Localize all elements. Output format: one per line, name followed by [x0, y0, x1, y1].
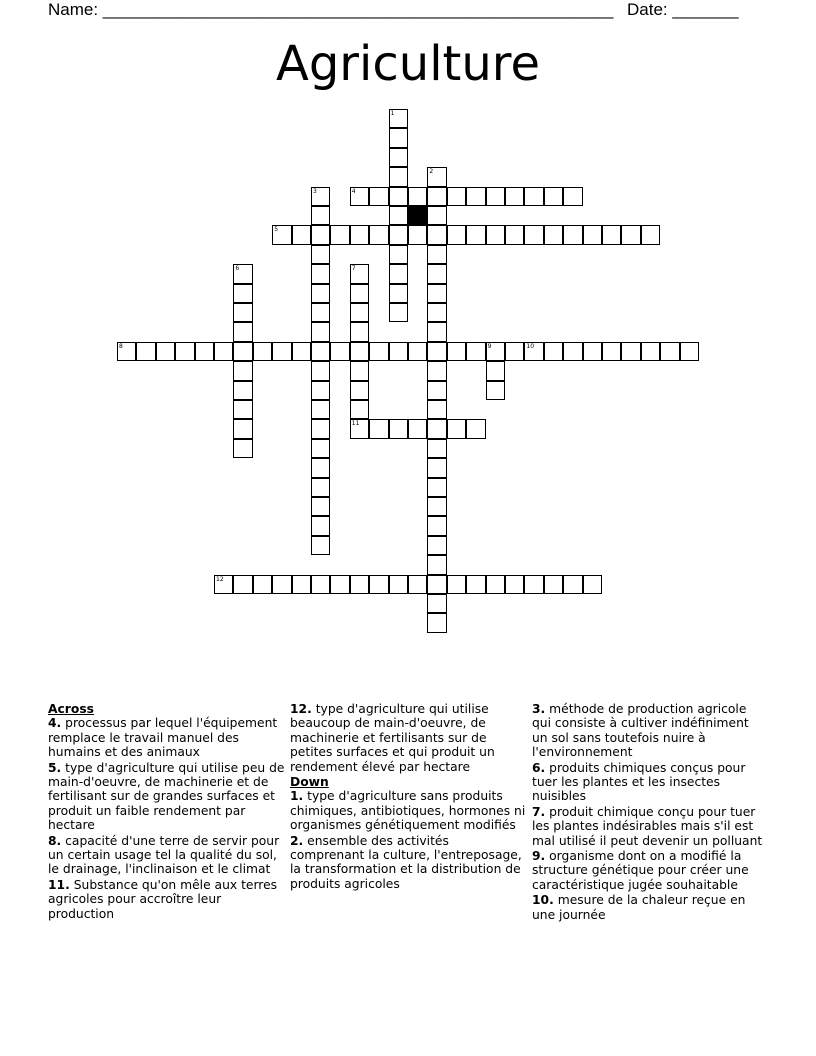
- name-line[interactable]: Name: ______________________________________________________: [48, 0, 614, 19]
- across-clue-8: [48, 834, 286, 877]
- grid-cell[interactable]: [330, 225, 349, 244]
- grid-cell[interactable]: [466, 575, 485, 594]
- grid-cell[interactable]: [292, 575, 311, 594]
- grid-cell[interactable]: [389, 148, 408, 167]
- clue-number-label: 11: [351, 420, 360, 428]
- down-heading: Down: [290, 775, 329, 790]
- grid-cell[interactable]: [427, 381, 446, 400]
- grid-cell[interactable]: [272, 225, 291, 244]
- down-clue-10: [532, 893, 768, 922]
- down-clue-6: [532, 761, 768, 804]
- grid-cell[interactable]: [156, 342, 175, 361]
- grid-cell[interactable]: [408, 225, 427, 244]
- clue-number-label: 5: [274, 226, 279, 234]
- grid-cell[interactable]: [583, 342, 602, 361]
- grid-cell[interactable]: [427, 342, 446, 361]
- grid-cell[interactable]: [544, 225, 563, 244]
- grid-cell[interactable]: [292, 225, 311, 244]
- grid-cell[interactable]: [272, 575, 291, 594]
- grid-cell[interactable]: [350, 225, 369, 244]
- clue-column-2: [290, 702, 526, 892]
- clue-column-3: [532, 702, 768, 923]
- grid-cell[interactable]: [486, 187, 505, 206]
- grid-cell[interactable]: [272, 342, 291, 361]
- grid-cell[interactable]: [524, 342, 543, 361]
- clue-number-label: 6: [235, 265, 240, 273]
- grid-cell[interactable]: [427, 206, 446, 225]
- grid-cell[interactable]: [311, 439, 330, 458]
- down-clue-1: [290, 789, 526, 832]
- grid-cell[interactable]: [311, 516, 330, 535]
- clue-text: méthode de production agricole qui consiste à cultiver indéfiniment un sol sans toutefois nuire à l'environnement: [532, 702, 749, 760]
- grid-cell[interactable]: [311, 303, 330, 322]
- grid-cell[interactable]: [389, 303, 408, 322]
- clue-number: 7.: [532, 804, 546, 819]
- grid-cell[interactable]: [466, 419, 485, 438]
- grid-cell[interactable]: [427, 167, 446, 186]
- down-clue-2: [290, 834, 526, 892]
- clue-number-label: 12: [216, 575, 224, 583]
- grid-cell[interactable]: [233, 361, 252, 380]
- grid-cell[interactable]: [330, 342, 349, 361]
- grid-cell[interactable]: [389, 206, 408, 225]
- grid-cell[interactable]: [389, 128, 408, 147]
- clue-number-label: 7: [351, 265, 356, 273]
- down-clue-3: [532, 702, 768, 760]
- grid-cell[interactable]: [660, 342, 679, 361]
- clue-number-label: 3: [313, 187, 317, 195]
- grid-cell[interactable]: [486, 575, 505, 594]
- grid-cell[interactable]: [389, 575, 408, 594]
- grid-cell[interactable]: [505, 225, 524, 244]
- clue-number: 12.: [290, 702, 312, 716]
- clue-text: Substance qu'on mêle aux terres agricoles pour accroître leur production: [48, 877, 278, 921]
- grid-cell[interactable]: [427, 225, 446, 244]
- clue-number: 2.: [290, 833, 304, 848]
- grid-cell[interactable]: [233, 322, 252, 341]
- grid-cell[interactable]: [311, 322, 330, 341]
- grid-cell[interactable]: [563, 187, 582, 206]
- grid-cell[interactable]: [253, 575, 272, 594]
- grid-cell[interactable]: [447, 342, 466, 361]
- grid-cell[interactable]: [427, 555, 446, 574]
- grid-cell[interactable]: [311, 419, 330, 438]
- clue-number-label: 9: [487, 342, 492, 350]
- grid-cell[interactable]: [233, 575, 252, 594]
- down-clue-9: [532, 849, 768, 892]
- grid-cell[interactable]: [350, 400, 369, 419]
- grid-cell[interactable]: [408, 575, 427, 594]
- clue-text: produit chimique conçu pour tuer les plantes indésirables mais s'il est mal utilisé il peut devenir un polluant: [532, 804, 763, 848]
- grid-cell[interactable]: [447, 187, 466, 206]
- grid-cell[interactable]: [466, 225, 485, 244]
- grid-cell[interactable]: [389, 245, 408, 264]
- across-heading: Across: [48, 702, 94, 716]
- grid-cell[interactable]: [641, 342, 660, 361]
- grid-cell[interactable]: [350, 284, 369, 303]
- grid-cell[interactable]: [486, 381, 505, 400]
- grid-cell[interactable]: [427, 478, 446, 497]
- grid-cell[interactable]: [311, 478, 330, 497]
- grid-cell[interactable]: [311, 245, 330, 264]
- across-clue-5: [48, 761, 286, 833]
- grid-cell[interactable]: [544, 187, 563, 206]
- grid-cell[interactable]: [350, 342, 369, 361]
- grid-cell[interactable]: [602, 225, 621, 244]
- across-clue-11: [48, 878, 286, 921]
- clue-number-label: 10: [526, 342, 535, 350]
- grid-cell[interactable]: [311, 497, 330, 516]
- grid-cell[interactable]: [389, 419, 408, 438]
- grid-cell[interactable]: [389, 342, 408, 361]
- grid-cell[interactable]: [524, 225, 543, 244]
- grid-cell[interactable]: [214, 575, 233, 594]
- grid-cell[interactable]: [369, 342, 388, 361]
- grid-cell[interactable]: [427, 284, 446, 303]
- grid-cell[interactable]: [311, 342, 330, 361]
- clue-text: mesure de la chaleur reçue en une journée: [532, 893, 746, 922]
- grid-cell[interactable]: [641, 225, 660, 244]
- grid-cell[interactable]: [233, 419, 252, 438]
- grid-cell[interactable]: [427, 613, 446, 632]
- clue-number: 11.: [48, 877, 70, 892]
- grid-cell[interactable]: [389, 109, 408, 128]
- grid-cell[interactable]: [389, 284, 408, 303]
- grid-cell[interactable]: [253, 342, 272, 361]
- grid-cell[interactable]: [350, 187, 369, 206]
- grid-cell[interactable]: [486, 342, 505, 361]
- grid-cell[interactable]: [311, 575, 330, 594]
- grid-cell[interactable]: [621, 342, 640, 361]
- grid-cell[interactable]: [408, 342, 427, 361]
- grid-cell[interactable]: [427, 439, 446, 458]
- grid-cell[interactable]: [427, 594, 446, 613]
- grid-cell[interactable]: [427, 245, 446, 264]
- grid-cell[interactable]: [447, 575, 466, 594]
- clue-number-label: 2: [429, 168, 434, 176]
- grid-cell[interactable]: [214, 342, 233, 361]
- grid-cell[interactable]: [524, 575, 543, 594]
- grid-cell[interactable]: [369, 225, 388, 244]
- clue-number: 5.: [48, 760, 62, 775]
- grid-cell[interactable]: [311, 400, 330, 419]
- grid-cell[interactable]: [505, 187, 524, 206]
- grid-cell[interactable]: [350, 419, 369, 438]
- clue-text: capacité d'une terre de servir pour un certain usage tel la qualité du sol, le drainage, l'inclinaison et le climat: [48, 833, 280, 877]
- grid-cell[interactable]: [389, 264, 408, 283]
- clue-number: 6.: [532, 760, 546, 775]
- clue-number: 4.: [48, 716, 62, 731]
- grid-cell[interactable]: [427, 536, 446, 555]
- grid-cell[interactable]: [330, 575, 349, 594]
- clue-number-label: 4: [351, 187, 356, 195]
- clue-number: 10.: [532, 893, 554, 908]
- grid-cell[interactable]: [369, 187, 388, 206]
- clue-number: 1.: [290, 789, 304, 804]
- grid-cell[interactable]: [233, 342, 252, 361]
- grid-cell[interactable]: [563, 225, 582, 244]
- down-clue-7: [532, 805, 768, 848]
- grid-cell[interactable]: [233, 400, 252, 419]
- grid-cell[interactable]: [233, 439, 252, 458]
- grid-cell[interactable]: [369, 419, 388, 438]
- grid-cell[interactable]: [369, 575, 388, 594]
- clue-number: 8.: [48, 833, 62, 848]
- grid-cell[interactable]: [389, 225, 408, 244]
- grid-cell[interactable]: [563, 342, 582, 361]
- clue-text: processus par lequel l'équipement remplace le travail manuel des humains et des animaux: [48, 716, 278, 760]
- grid-cell[interactable]: [233, 284, 252, 303]
- grid-cell[interactable]: [408, 419, 427, 438]
- grid-cell[interactable]: [505, 575, 524, 594]
- grid-cell[interactable]: [233, 303, 252, 322]
- grid-cell[interactable]: [427, 400, 446, 419]
- blocked-cell: [408, 206, 427, 225]
- clue-text: type d'agriculture sans produits chimiques, antibiotiques, hormones ni organismes génétiquement modifiés: [290, 789, 526, 833]
- grid-cell[interactable]: [447, 225, 466, 244]
- grid-cell[interactable]: [427, 303, 446, 322]
- grid-cell[interactable]: [350, 575, 369, 594]
- grid-cell[interactable]: [350, 264, 369, 283]
- grid-cell[interactable]: [311, 381, 330, 400]
- grid-cell[interactable]: [427, 264, 446, 283]
- grid-cell[interactable]: [389, 167, 408, 186]
- grid-cell[interactable]: [136, 342, 155, 361]
- grid-cell[interactable]: [311, 264, 330, 283]
- grid-cell[interactable]: [427, 575, 446, 594]
- clue-column-1: [48, 702, 286, 922]
- across-clue-4: [48, 716, 286, 759]
- grid-cell[interactable]: [427, 458, 446, 477]
- grid-cell[interactable]: [466, 187, 485, 206]
- grid-cell[interactable]: [408, 187, 427, 206]
- grid-cell[interactable]: [524, 187, 543, 206]
- grid-cell[interactable]: [427, 516, 446, 535]
- grid-cell[interactable]: [311, 536, 330, 555]
- grid-cell[interactable]: [602, 342, 621, 361]
- grid-cell[interactable]: [311, 458, 330, 477]
- clue-number-label: 8: [119, 342, 123, 350]
- grid-cell[interactable]: [544, 575, 563, 594]
- grid-cell[interactable]: [311, 361, 330, 380]
- grid-cell[interactable]: [427, 322, 446, 341]
- grid-cell[interactable]: [563, 575, 582, 594]
- clue-text: organisme dont on a modifié la structure génétique pour créer une caractéristique jugée souhaitable: [532, 849, 749, 892]
- grid-cell[interactable]: [486, 225, 505, 244]
- clue-text: ensemble des activités comprenant la culture, l'entreposage, la transformation et la distribution de produits agricoles: [290, 833, 522, 891]
- grid-cell[interactable]: [680, 342, 699, 361]
- grid-cell[interactable]: [233, 381, 252, 400]
- grid-cell[interactable]: [427, 497, 446, 516]
- grid-cell[interactable]: [583, 225, 602, 244]
- grid-cell[interactable]: [427, 361, 446, 380]
- grid-cell[interactable]: [195, 342, 214, 361]
- clue-text: produits chimiques conçus pour tuer les plantes et les insectes nuisibles: [532, 760, 746, 804]
- clue-text: type d'agriculture qui utilise beaucoup de main-d'oeuvre, de machinerie et fertilisants sur de petites surfaces et qui produit un rendement élevé par hectare: [290, 702, 495, 774]
- clue-number: 9.: [532, 849, 546, 864]
- grid-cell[interactable]: [466, 342, 485, 361]
- grid-cell[interactable]: [447, 419, 466, 438]
- clue-text: type d'agriculture qui utilise peu de main-d'oeuvre, de machinerie et de fertilisant sur de grandes surfaces et produit un faible rendement par hectare: [48, 760, 285, 833]
- grid-cell[interactable]: [311, 284, 330, 303]
- grid-cell[interactable]: [350, 381, 369, 400]
- grid-cell[interactable]: [505, 342, 524, 361]
- grid-cell[interactable]: [427, 187, 446, 206]
- grid-cell[interactable]: [311, 225, 330, 244]
- grid-cell[interactable]: [544, 342, 563, 361]
- grid-cell[interactable]: [350, 322, 369, 341]
- grid-cell[interactable]: [486, 361, 505, 380]
- grid-cell[interactable]: [427, 419, 446, 438]
- across-clue-12: [290, 702, 526, 774]
- clue-number-label: 1: [390, 110, 395, 117]
- grid-cell[interactable]: [117, 342, 136, 361]
- grid-cell[interactable]: [350, 361, 369, 380]
- grid-cell[interactable]: [311, 187, 330, 206]
- grid-cell[interactable]: [583, 575, 602, 594]
- grid-cell[interactable]: [389, 187, 408, 206]
- grid-cell[interactable]: [292, 342, 311, 361]
- date-line[interactable]: Date: _______: [627, 0, 739, 19]
- clue-number: 3.: [532, 702, 546, 716]
- page-title: Agriculture: [276, 36, 540, 92]
- grid-cell[interactable]: [175, 342, 194, 361]
- grid-cell[interactable]: [621, 225, 640, 244]
- grid-cell[interactable]: [311, 206, 330, 225]
- grid-cell[interactable]: [233, 264, 252, 283]
- grid-cell[interactable]: [350, 303, 369, 322]
